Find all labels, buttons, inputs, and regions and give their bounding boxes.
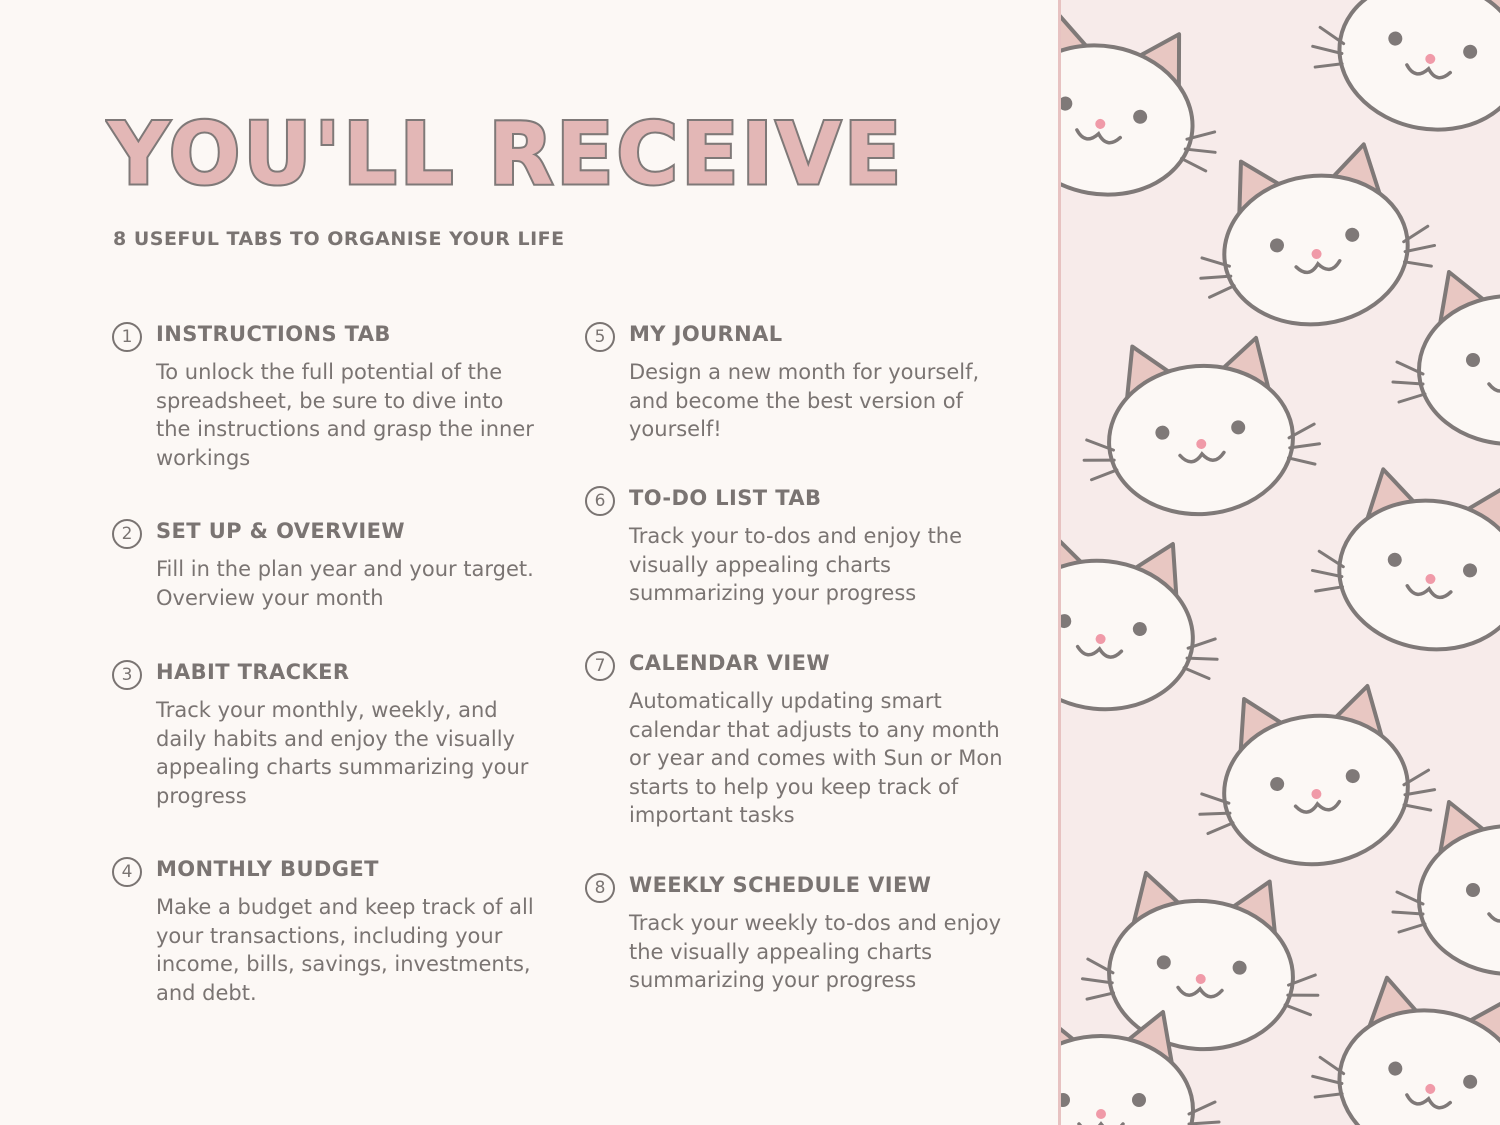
- item-description: Track your weekly to-dos and enjoy the visually appealing charts summarizing your progress: [629, 911, 1002, 992]
- cat-face-icon: [1061, 3, 1234, 213]
- item-description: Design a new month for yourself, and become the best version of yourself!: [629, 360, 980, 441]
- cat-pattern: [1061, 0, 1500, 1125]
- item-title: TO-DO LIST TAB: [629, 486, 822, 510]
- item-description: Automatically updating smart calendar that adjusts to any month or year and comes with Sun or Mon starts to help you keep track of important tasks: [629, 689, 1003, 827]
- item-description: Make a budget and keep track of all your transactions, including your income, bills, savings, investments, and debt.: [156, 895, 534, 1005]
- cat-pattern-panel: [1058, 0, 1500, 1125]
- cat-face-icon: [1393, 272, 1500, 444]
- cat-face-icon: [1302, 0, 1500, 148]
- item-title: MONTHLY BUDGET: [156, 857, 379, 881]
- number-badge: 2: [112, 519, 142, 549]
- page-title: YOU'LL RECEIVE: [108, 104, 905, 204]
- cat-face-icon: [1076, 334, 1323, 522]
- page-subtitle: 8 USEFUL TABS TO ORGANISE YOUR LIFE: [113, 228, 565, 250]
- item-title: SET UP & OVERVIEW: [156, 519, 405, 543]
- cat-face-icon: [1078, 869, 1325, 1057]
- item-description: To unlock the full potential of the spreadsheet, be sure to dive into the instructions and grasp the inner workings: [156, 360, 534, 470]
- item-title: INSTRUCTIONS TAB: [156, 322, 391, 346]
- cat-face-icon: [1304, 462, 1500, 665]
- cat-face-icon: [1393, 802, 1500, 974]
- cat-face-icon: [1188, 680, 1441, 876]
- item-title: MY JOURNAL: [629, 322, 783, 346]
- number-badge: 7: [585, 651, 615, 681]
- item-description: Track your to-dos and enjoy the visually appealing charts summarizing your progress: [629, 524, 963, 605]
- cat-face-icon: [1302, 968, 1500, 1125]
- number-badge: 4: [112, 857, 142, 887]
- cat-face-icon: [1186, 137, 1444, 340]
- number-badge: 6: [585, 486, 615, 516]
- number-badge: 5: [585, 322, 615, 352]
- number-badge: 3: [112, 660, 142, 690]
- cat-face-icon: [1061, 525, 1229, 721]
- item-title: CALENDAR VIEW: [629, 651, 830, 675]
- item-title: WEEKLY SCHEDULE VIEW: [629, 873, 932, 897]
- item-title: HABIT TRACKER: [156, 660, 350, 684]
- number-badge: 8: [585, 873, 615, 903]
- number-badge: 1: [112, 322, 142, 352]
- item-description: Fill in the plan year and your target. Overview your month: [156, 557, 534, 610]
- item-description: Track your monthly, weekly, and daily habits and enjoy the visually appealing charts summarizing your progress: [156, 698, 529, 808]
